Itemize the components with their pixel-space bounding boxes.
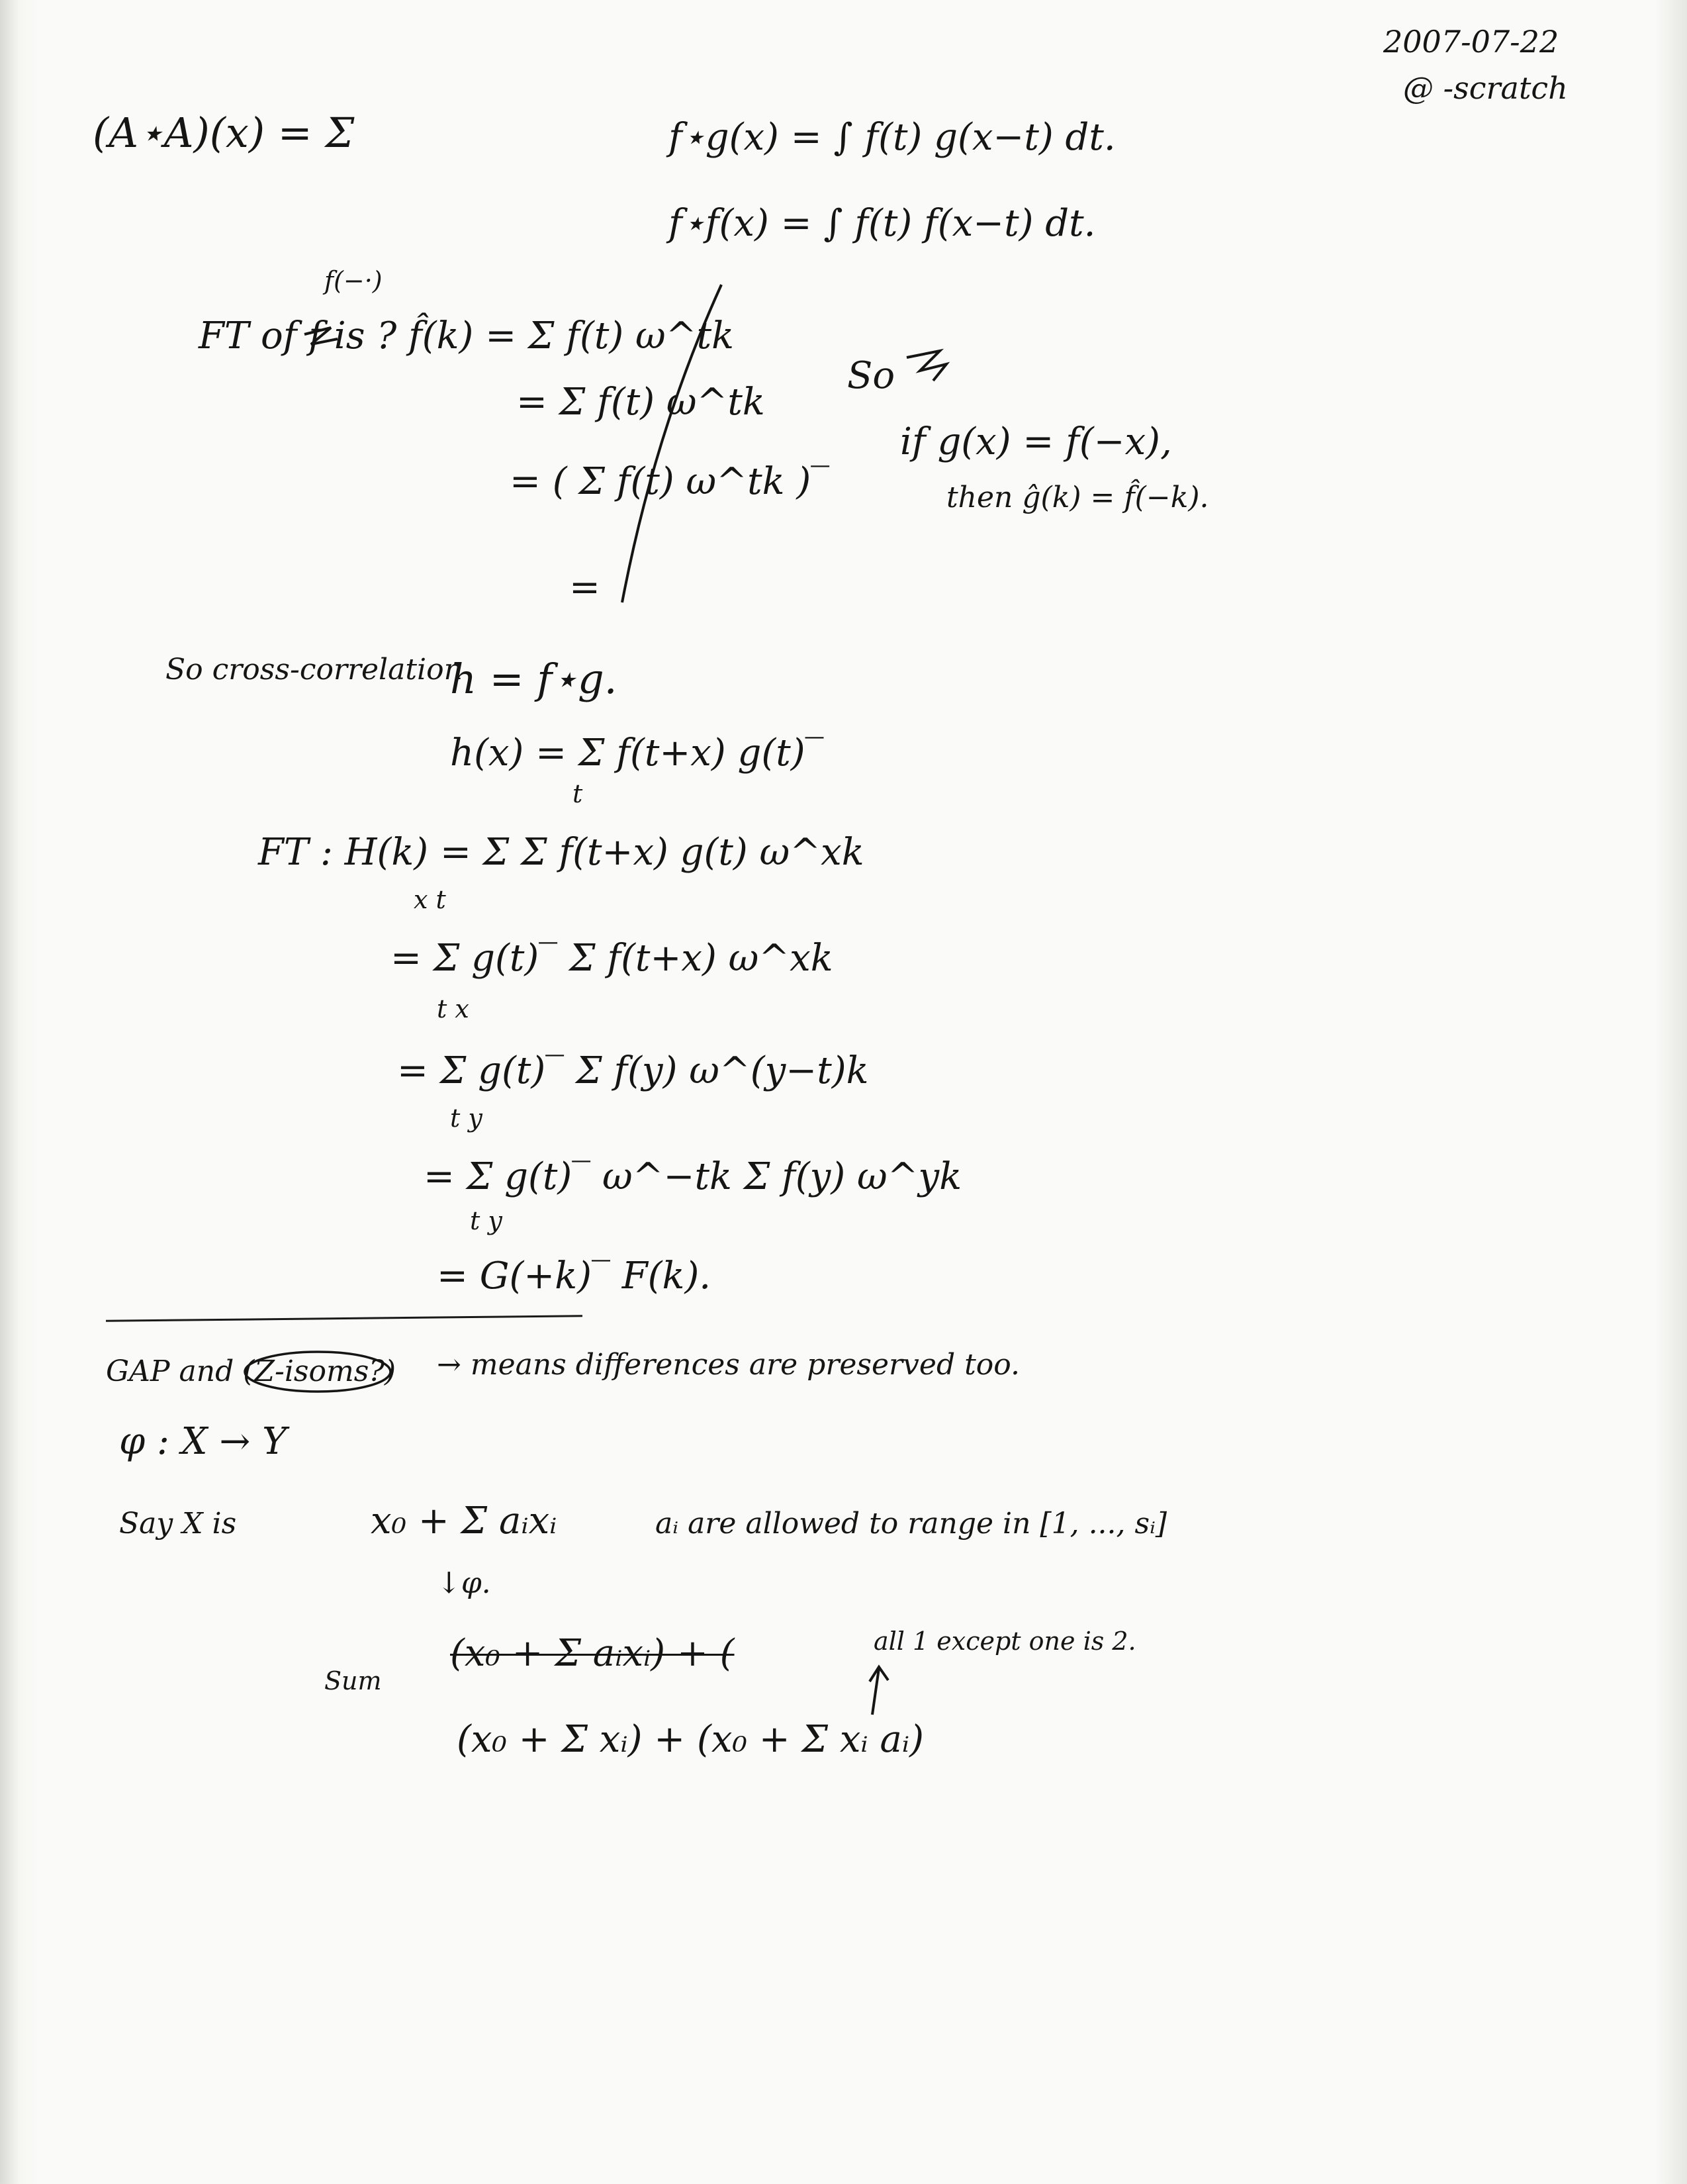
gap-range-note: aᵢ are allowed to range in [1, ..., sᵢ]: [655, 1507, 1167, 1541]
autocorrelation-equation: (A⋆A)(x) = Σ: [93, 109, 355, 157]
gap-map: φ : X → Y: [119, 1420, 287, 1463]
h-definition: h = f⋆g.: [450, 655, 617, 703]
gap-phi-arrow: ↓φ.: [437, 1566, 491, 1600]
derivation-step-3-subscript: t y: [470, 1206, 502, 1235]
ft-of-h-subscript: x t: [414, 885, 446, 914]
side-note-so: So: [847, 354, 895, 397]
ft-line-3: = ( Σ f(t) ω^tk )‾: [510, 460, 830, 503]
gap-struck-expression: (x₀ + Σ aᵢxᵢ) + (: [450, 1632, 735, 1675]
derivation-step-1: = Σ g(t)‾ Σ f(t+x) ω^xk: [390, 937, 833, 980]
derivation-step-1-subscript: t x: [437, 994, 469, 1023]
ft-line-1: FT of f is ? f̂(k) = Σ f(t) ω^tk: [199, 314, 735, 357]
derivation-step-4: = G(+k)‾ F(k).: [437, 1255, 711, 1298]
gap-sum-label: Sum: [324, 1666, 382, 1695]
circled-term: [245, 1352, 390, 1392]
scribble-mark: [304, 328, 338, 344]
side-note-then: then ĝ(k) = f̂(−k).: [946, 481, 1209, 514]
date-stamp: 2007-07-22: [1383, 24, 1559, 60]
gap-expression: x₀ + Σ aᵢxᵢ: [371, 1499, 557, 1543]
gap-arrow-note: → means differences are preserved too.: [437, 1348, 1020, 1382]
up-arrow: [870, 1667, 888, 1715]
gap-all-note: all 1 except one is 2.: [874, 1627, 1136, 1656]
convolution-equation: f⋆g(x) = ∫ f(t) g(x−t) dt.: [668, 116, 1116, 159]
gap-title: GAP and (Z-isoms?): [106, 1354, 396, 1388]
scratch-label: @ -scratch: [1403, 70, 1568, 106]
ft-line-2: = Σ f(t) ω^tk: [516, 381, 765, 424]
ft-line-4: =: [569, 566, 600, 609]
self-convolution-equation: f⋆f(x) = ∫ f(t) f(x−t) dt.: [668, 202, 1096, 245]
h-of-x: h(x) = Σ f(t+x) g(t)‾: [450, 732, 824, 775]
h-of-x-subscript: t: [572, 779, 583, 808]
derivation-step-2: = Σ g(t)‾ Σ f(y) ω^(y−t)k: [397, 1049, 869, 1092]
cross-correlation-label: So cross-correlation: [165, 653, 463, 687]
ft-of-h: FT : H(k) = Σ Σ f(t+x) g(t) ω^xk: [258, 831, 864, 874]
side-note-if: if g(x) = f(−x),: [900, 420, 1172, 463]
gap-say: Say X is: [119, 1507, 237, 1541]
derivation-step-3: = Σ g(t)‾ ω^−tk Σ f(y) ω^yk: [424, 1155, 962, 1198]
gap-final-expression: (x₀ + Σ xᵢ) + (x₀ + Σ xᵢ aᵢ): [457, 1718, 924, 1761]
scribble-mark-2: [907, 351, 946, 381]
derivation-step-2-subscript: t y: [450, 1104, 482, 1133]
annotation-f-minus: f(−·): [324, 266, 383, 295]
strike-slash-ft-block: [622, 285, 721, 602]
